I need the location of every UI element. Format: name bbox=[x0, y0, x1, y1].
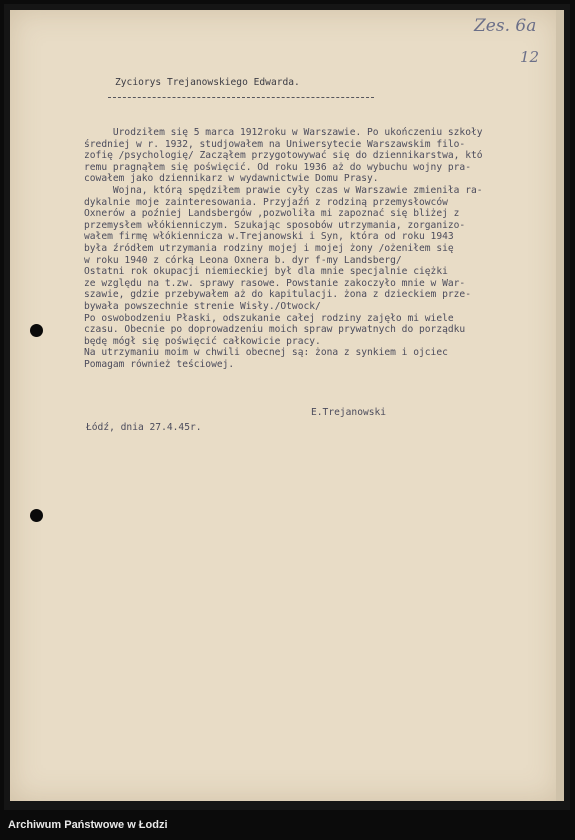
document-title: Zyciorys Trejanowskiego Edwarda. bbox=[115, 77, 300, 88]
body-line: średniej w r. 1932, studjowałem na Uniwersytecie Warszawskim filo- bbox=[84, 138, 466, 150]
body-line: Na utrzymaniu moim w chwili obecnej są: żona z synkiem i ojciec bbox=[84, 347, 448, 359]
signature-typed: E.Trejanowski bbox=[311, 407, 387, 418]
body-line: wałem firmę włókiennicza w.Trejanowski i Syn, która od roku 1943 bbox=[84, 231, 454, 243]
body-line: dykalnie moje zainteresowania. Przyjaźń z rodziną przemysłowców bbox=[84, 196, 448, 208]
body-line: Oxnerów a poźniej Landsbergów ,pozwoliła mi zapoznać się bliżej z bbox=[84, 208, 460, 220]
body-line: Po oswobodzeniu Płaski, odszukanie całej rodziny zajęło mi wiele bbox=[84, 312, 454, 324]
body-line: bywała powszechnie strenie Wisły./Otwock/ bbox=[84, 300, 321, 312]
body-line: remu pragnąłem się poświęcić. Od roku 1936 aż do wybuchu wojny pra- bbox=[84, 161, 471, 173]
handwritten-page-number: 12 bbox=[520, 48, 540, 66]
body-line: Wojna, którą spędziłem prawie cyły czas w Warszawie zmieniła ra- bbox=[84, 184, 483, 196]
body-line: Pomagam również teściowej. bbox=[84, 358, 235, 370]
body-line: ze względu na t.zw. sprawy rasowe. Powstanie zakoczyło mnie w War- bbox=[84, 277, 466, 289]
body-line: zofię /psychologię/ Zacząłem przygotowywać się do dziennikarstwa, któ bbox=[84, 150, 483, 162]
archive-footer bbox=[0, 812, 575, 840]
body-line: szawie, gdzie przebywałem aż do kapitulacji. żona z dzieckiem prze- bbox=[84, 289, 471, 301]
body-line: będę mógł się poświęcić całkowicie pracy. bbox=[84, 335, 321, 347]
punch-hole bbox=[30, 509, 43, 522]
punch-hole bbox=[30, 324, 43, 337]
handwritten-reference: Zes. 6a bbox=[474, 16, 537, 36]
body-line: cowałem jako dziennikarz w wydawnictwie Domu Prasy. bbox=[84, 173, 379, 185]
place-date: Łódź, dnia 27.4.45r. bbox=[86, 422, 202, 433]
body-line: czasu. Obecnie po doprowadzeniu moich spraw prywatnych do porządku bbox=[84, 324, 471, 336]
body-line: przemysłem włókienniczym. Szukając sposobów utrzymania, zorganizo- bbox=[84, 219, 466, 231]
body-line: Urodziłem się 5 marca 1912roku w Warszawie. Po ukończeniu szkoły bbox=[84, 127, 483, 138]
document-body bbox=[84, 127, 564, 370]
body-line: była źródłem utrzymania rodziny mojej i mojej żony /ożeniłem się bbox=[84, 242, 454, 254]
archive-name: Archiwum Państwowe w Łodzi bbox=[8, 819, 168, 831]
body-line: Ostatni rok okupacji niemieckiej był dla mnie specjalnie ciężki bbox=[84, 266, 448, 278]
body-line: w roku 1940 z córką Leona Oxnera b. dyr f-my Landsberg/ bbox=[84, 254, 402, 266]
title-underline bbox=[108, 97, 374, 98]
